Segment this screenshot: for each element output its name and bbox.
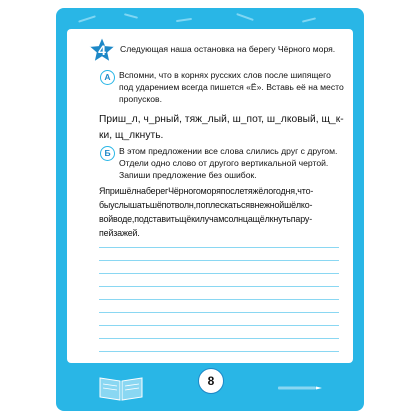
open-book-icon — [98, 372, 144, 402]
part-b-badge: Б — [100, 146, 115, 161]
task-number-badge — [88, 36, 116, 64]
writing-line[interactable] — [99, 312, 339, 313]
task-number: 4 — [98, 42, 106, 58]
part-a-instruction-line-1: Вспомни, что в корнях русских слов после шипящего — [119, 70, 331, 80]
part-b-instruction-line-1: В этом предложении все слова слились друг с другом. — [119, 146, 338, 156]
pencil-icon — [236, 13, 254, 21]
part-a-words-line-1: Приш_л, ч_рный, тяж_лый, ш_пот, ш_лковый, щ_к- — [99, 114, 344, 125]
pencil-icon — [278, 386, 322, 390]
pencil-icon — [124, 13, 138, 19]
task-intro: Следующая наша остановка на берегу Чёрного моря. — [120, 44, 336, 54]
page-number: 8 — [198, 368, 224, 394]
pencil-icon — [176, 18, 192, 22]
part-a-badge: А — [100, 70, 115, 85]
part-b-instruction-line-2: Отдели одно слово от другого вертикальной чертой. — [119, 158, 329, 168]
pencil-icon — [78, 15, 96, 22]
writing-line[interactable] — [99, 325, 339, 326]
part-a-instruction-line-2: под ударением всегда пишется «Ё». Вставь её на место — [119, 82, 344, 92]
writing-line[interactable] — [99, 286, 339, 287]
writing-line[interactable] — [99, 247, 339, 248]
part-a-instruction-line-3: пропусков. — [119, 94, 162, 104]
writing-line[interactable] — [99, 338, 339, 339]
merged-sentence-line-4: пейзажей. — [99, 228, 140, 238]
part-b-instruction-line-3: Запиши предложение без ошибок. — [119, 170, 257, 180]
writing-line[interactable] — [99, 299, 339, 300]
merged-sentence-line-1: ЯпришёлнаберегЧёрногоморяпослетяжёлогодня,что- — [99, 186, 314, 196]
merged-sentence-line-2: быуслышатьшёпотволн,поплескатьсявнежнойшёлко- — [99, 200, 313, 210]
merged-sentence-line-3: войводе,подставитьщёкилучамсолнцащёлкнутьпару- — [99, 214, 312, 224]
writing-line[interactable] — [99, 260, 339, 261]
writing-line[interactable] — [99, 351, 339, 352]
writing-line[interactable] — [99, 273, 339, 274]
pencil-icon — [302, 17, 316, 22]
part-a-words-line-2: ки, щ_лкнуть. — [99, 130, 164, 141]
